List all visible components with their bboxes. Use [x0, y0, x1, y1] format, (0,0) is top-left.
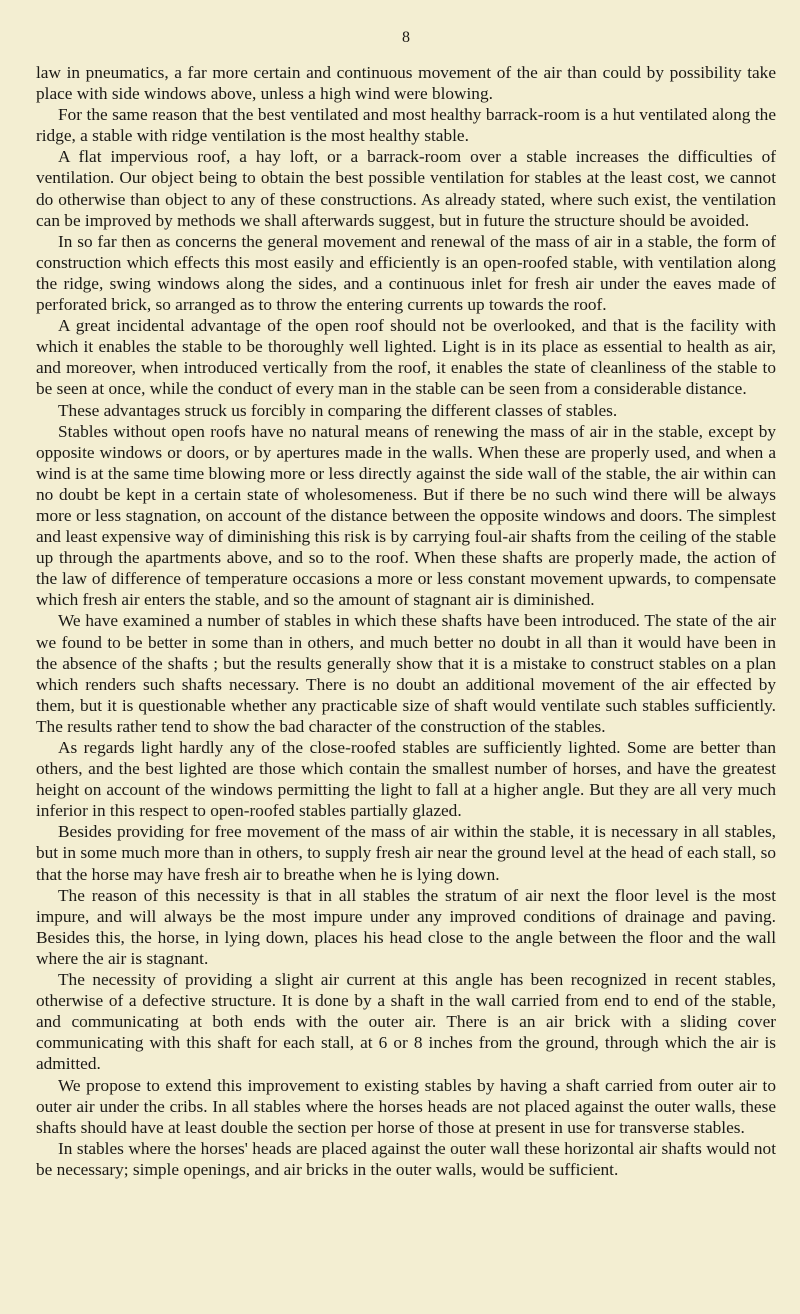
- paragraph-ridge-ventilation: For the same reason that the best ventilated and most healthy barrack-room is a hut ventilated along the ridge, a stable with ridge ventilation is the most healthy stable.: [36, 105, 776, 146]
- paragraph-outer-wall-heads: In stables where the horses' heads are placed against the outer wall these horizontal air shafts would not be necessary; simple openings, and air bricks in the outer walls, would be sufficient.: [36, 1138, 776, 1179]
- paragraph-extend-improvement: We propose to extend this improvement to existing stables by having a shaft carried from outer air to outer air under the cribs. In all stables where the horses heads are not placed against the outer walls, these shafts should have at least double the section per horse of those at present in use for transverse stables.: [36, 1075, 776, 1137]
- paragraph-light-close-roofed: As regards light hardly any of the close-roofed stables are sufficiently lighted. Some are better than others, and the best lighted are those which contain the smallest number of horses, and have the greatest height on account of the windows permitting the light to fall at a higher angle. But they are all very much inferior in this respect to open-roofed stables partially glazed.: [36, 738, 776, 821]
- paragraph-shafts-examined: We have examined a number of stables in which these shafts have been introduced. The state of the air we found to be better in some than in others, and much better no doubt in all than it would have been in the absence of the shafts ; but the results generally show that it is a mistake to construct stables on a plan which renders such shafts necessary. There is no doubt an additional movement of the air effected by them, but it is questionable whether any practicable size of shaft would ventilate such stables sufficiently. The results rather tend to show the bad character of the construction of the stables.: [36, 611, 776, 736]
- body-text: [36, 62, 776, 1180]
- paragraph-lighting-advantage: A great incidental advantage of the open roof should not be overlooked, and that is the facility with which it enables the stable to be thoroughly well lighted. Light is in its place as essential to health as air, and moreover, when introduced vertically from the roof, it enables the state of cleanliness of the stable to be seen at once, while the conduct of every man in the stable can be seen from a considerable distance.: [36, 316, 776, 399]
- paragraph-fresh-air-ground: Besides providing for free movement of the mass of air within the stable, it is necessary in all stables, but in some much more than in others, to supply fresh air near the ground level at the head of each stall, so that the horse may have fresh air to breathe when he is lying down.: [36, 822, 776, 884]
- paragraph-open-roofed-stable: In so far then as concerns the general movement and renewal of the mass of air in a stable, the form of construction which effects this most easily and efficiently is an open-roofed stable, with ventilation along the ridge, swing windows along the sides, and a continuous inlet for fresh air under the eaves made of perforated brick, so arranged as to throw the entering currents up towards the roof.: [36, 231, 776, 315]
- paragraph-flat-roof: A flat impervious roof, a hay loft, or a barrack-room over a stable increases the difficulties of ventilation. Our object being to obtain the best possible ventilation for stables at the least cost, we cannot do otherwise than object to any of these constructions. As already stated, where such exist, the ventilation can be improved by methods we shall afterwards suggest, but in future the structure should be avoided.: [36, 147, 776, 230]
- document-page: [36, 0, 776, 1314]
- paragraph-air-current-angle: The necessity of providing a slight air current at this angle has been recognized in recent stables, otherwise of a defective structure. It is done by a shaft in the wall carried from end to end of the stable, and communicating at both ends with the outer air. There is an air brick with a sliding cover communicating with this shaft for each stall, at 6 or 8 inches from the ground, through which the air is admitted.: [36, 970, 776, 1074]
- page-number: 8: [402, 29, 410, 46]
- paragraph-continuation: law in pneumatics, a far more certain and continuous movement of the air than could by possibility take place with side windows above, unless a high wind were blowing.: [36, 63, 776, 104]
- paragraph-comparison: These advantages struck us forcibly in comparing the different classes of stables.: [58, 400, 618, 420]
- paragraph-impure-stratum: The reason of this necessity is that in all stables the stratum of air next the floor level is the most impure, and will always be the most impure under any improved conditions of drainage and paving. Besides this, the horse, in lying down, places his head close to the angle between the floor and the wall where the air is stagnant.: [36, 885, 776, 968]
- paragraph-closed-stables: Stables without open roofs have no natural means of renewing the mass of air in the stable, except by opposite windows or doors, or by apertures made in the walls. When these are properly used, and when a wind is at the same time blowing more or less directly against the side wall of the stable, the air within can no doubt be kept in a certain state of wholesomeness. But if there be no such wind there will be always more or less stagnation, on account of the distance between the opposite windows and doors. The simplest and least expensive way of diminishing this risk is by carrying foul-air shafts from the ceiling of the stable up through the apartments above, and so to the roof. When these shafts are properly made, the action of the law of difference of temperature occasions a more or less constant movement upwards, to compensate which fresh air enters the stable, and so the amount of stagnant air is diminished.: [36, 421, 776, 610]
